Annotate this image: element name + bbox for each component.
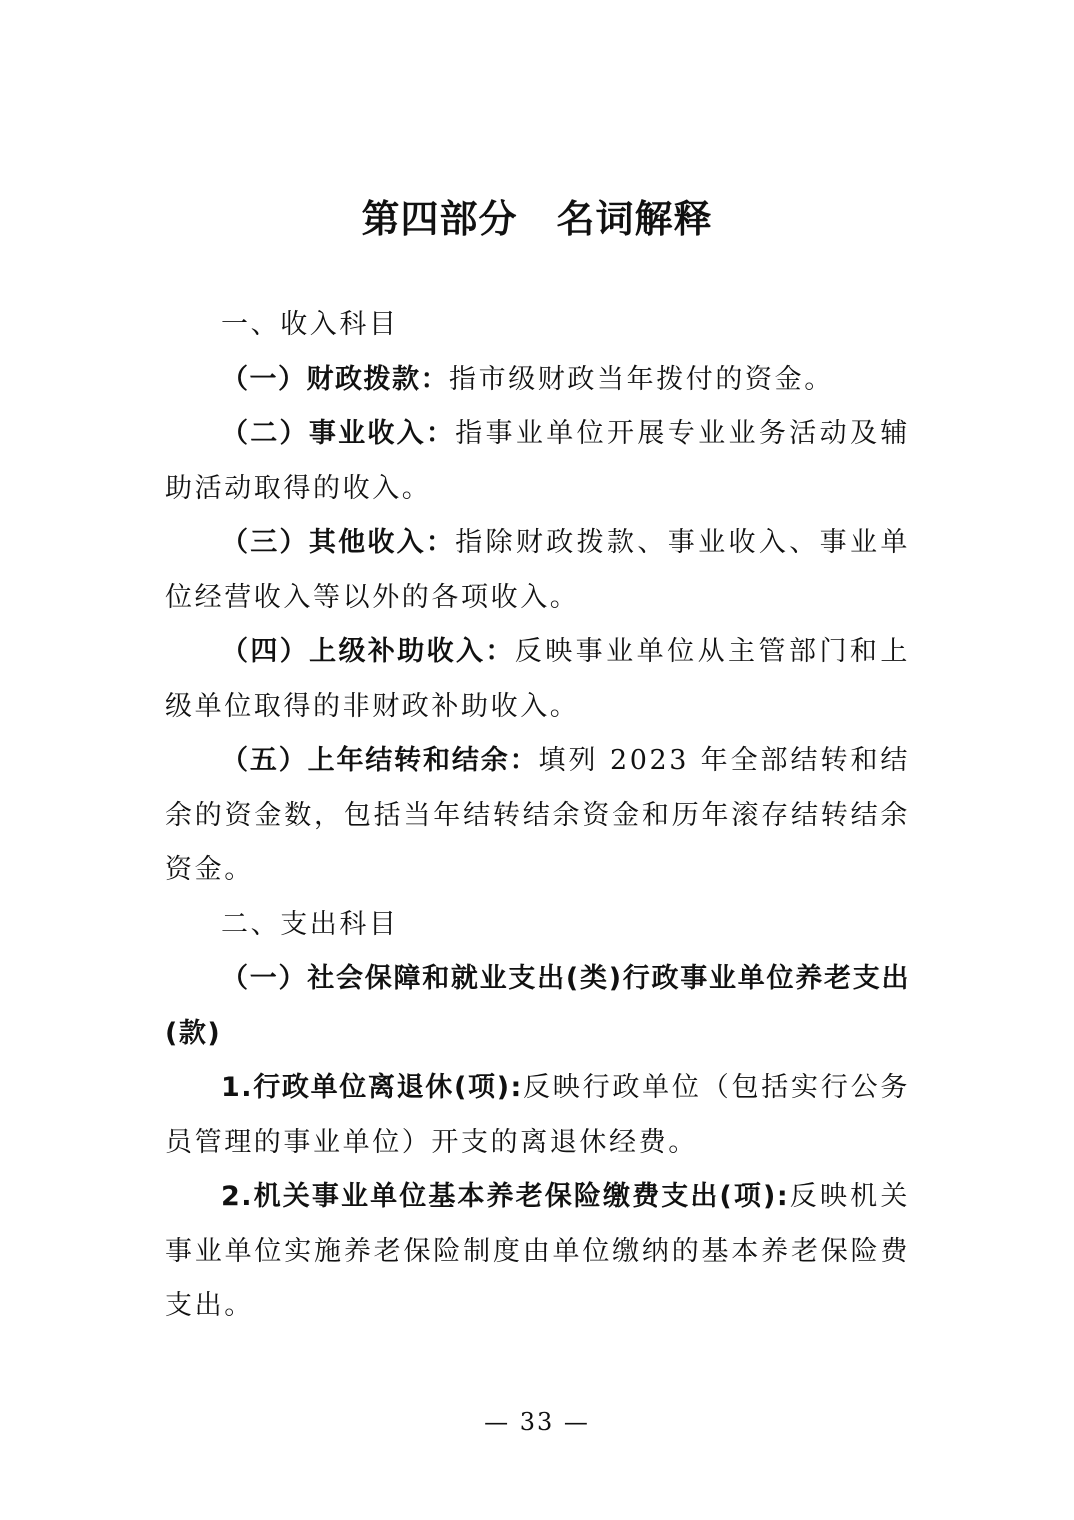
definition-desc: 填列 2023 年全部结转和结余的资金数，包括当年结转结余资金和历年滚存结转结余资金。 <box>165 745 911 885</box>
definition-term: （二）事业收入： <box>221 418 456 449</box>
definition-item <box>165 516 910 625</box>
definition-item <box>165 407 910 516</box>
page-number: — 33 — <box>484 1408 590 1436</box>
definition-item <box>165 734 910 898</box>
definition-term: （三）其他收入： <box>221 527 456 558</box>
definition-desc: 反映机关事业单位实施养老保险制度由单位缴纳的基本养老保险费支出。 <box>165 1181 910 1321</box>
definition-term: 1.行政单位离退休(项): <box>221 1072 523 1103</box>
definition-term: （一）财政拨款： <box>221 363 449 395</box>
definition-desc: 指除财政拨款、事业收入、事业单位经营收入等以外的各项收入。 <box>165 527 911 613</box>
sub-heading: （一）社会保障和就业支出(类)行政事业单位养老支出(款) <box>165 963 910 1049</box>
definition-item <box>165 1061 910 1170</box>
definition-item <box>165 625 910 734</box>
definition-desc: 指事业单位开展专业业务活动及辅助活动取得的收入。 <box>165 418 911 504</box>
section-heading-income: 一、收入科目 <box>221 309 399 340</box>
definition-term: （四）上级补助收入： <box>221 636 515 667</box>
definition-desc: 反映行政单位（包括实行公务员管理的事业单位）开支的离退休经费。 <box>165 1072 910 1158</box>
definition-term: 2.机关事业单位基本养老保险缴费支出(项): <box>221 1181 790 1212</box>
section-heading-expenditure: 二、支出科目 <box>221 908 399 940</box>
definition-desc: 指市级财政当年拨付的资金。 <box>449 363 834 395</box>
definition-item <box>165 353 910 408</box>
document-body <box>165 298 910 1334</box>
definition-term: （五）上年结转和结余： <box>221 745 539 776</box>
page-title: 第四部分 名词解释 <box>361 197 713 241</box>
definition-item <box>165 1170 910 1334</box>
definition-desc: 反映事业单位从主管部门和上级单位取得的非财政补助收入。 <box>165 636 910 722</box>
